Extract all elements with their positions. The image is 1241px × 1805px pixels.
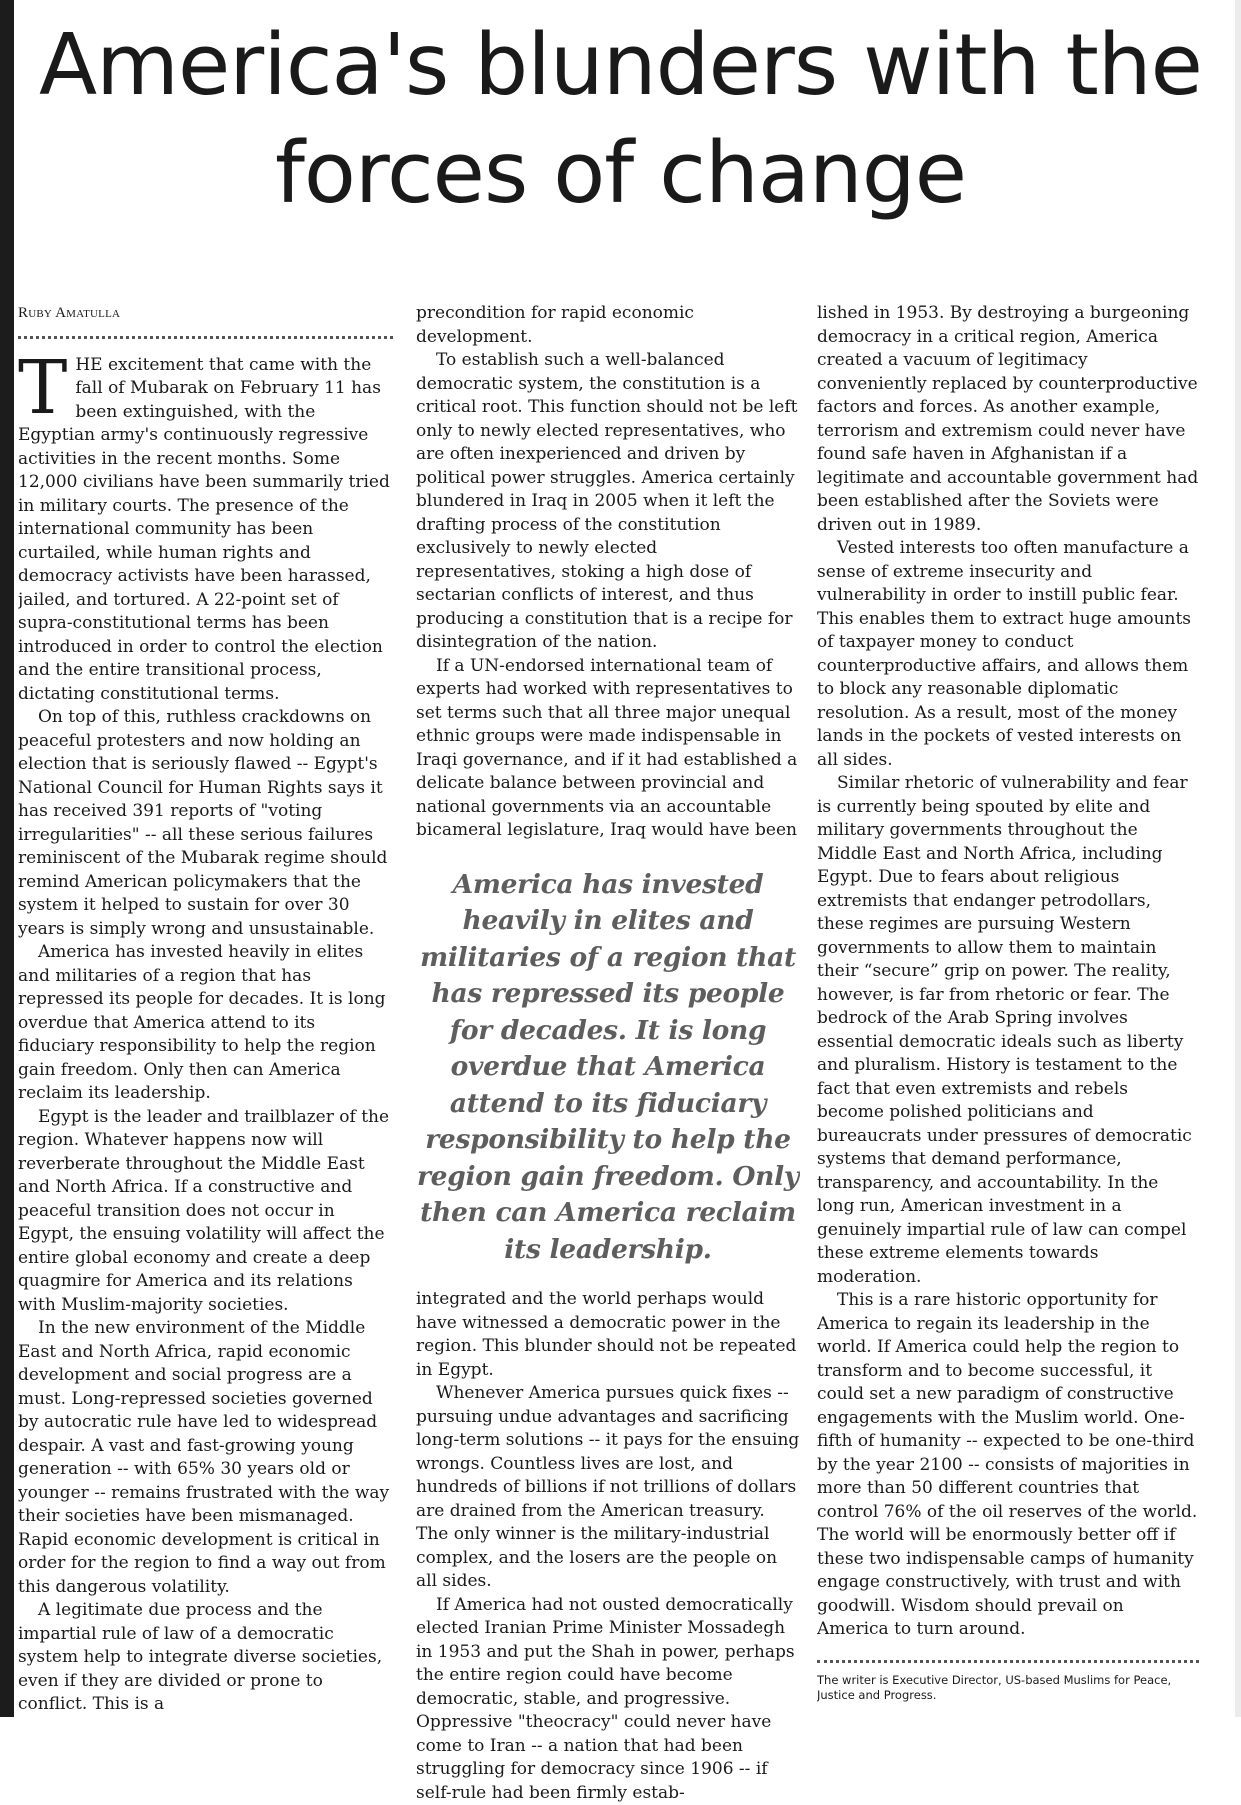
- pull-quote: America has invested heavily in elites and militaries of a region that has repressed its people for decades. It is long overdue that America attend to its fiduciary responsibility to help the region gain freedom. Only then can America reclaim its leadership.: [416, 867, 800, 1269]
- column-2: [416, 302, 800, 1805]
- column-3: [817, 302, 1199, 1703]
- page-edge: [0, 0, 14, 1717]
- end-divider: [817, 1660, 1199, 1663]
- paragraph: In the new environment of the Middle East and North Africa, rapid economic development and social progress are a must. Long-repressed societies governed by autocratic rule have led to widespread despair. A vast and fast-growing young generation -- with 65% 30 years old or younger -- remains frustrated with the way their societies have been mismanaged. Rapid economic development is critical in order for the region to find a way out from this dangerous volatility.: [18, 1317, 393, 1599]
- paragraph: Egypt is the leader and trailblazer of the region. Whatever happens now will reverberate throughout the Middle East and North Africa. If a constructive and peaceful transition does not occur in Egypt, the ensuing volatility will affect the entire global economy and create a deep quagmire for America and its relations with Muslim-majority societies.: [18, 1106, 393, 1318]
- column-1: [18, 302, 393, 1717]
- paragraph: A legitimate due process and the impartial rule of law of a democratic system help to integrate diverse societies, even if they are divided or prone to conflict. This is a: [18, 1599, 393, 1717]
- paragraph-text: HE excitement that came with the fall of Mubarak on February 11 has been extinguished, with the Egyptian army's continuously regressive activities in the recent months. Some 12,000 civilians have been summarily tried in military courts. The presence of the international community has been curtailed, while human rights and democracy activists have been harassed, jailed, and tortured. A 22-point set of supra-constitutional terms has been introduced in order to control the election and the entire transitional process, dictating constitutional terms.: [18, 355, 390, 704]
- paragraph: Whenever America pursues quick fixes -- pursuing undue advantages and sacrificing long-term solutions -- it pays for the ensuing wrongs. Countless lives are lost, and hundreds of billions if not trillions of dollars are drained from the American treasury. The only winner is the military-industrial complex, and the losers are the people on all sides.: [416, 1382, 800, 1594]
- paragraph: lished in 1953. By destroying a burgeoning democracy in a critical region, America created a vacuum of legitimacy conveniently replaced by counterproductive factors and forces. As another example, terrorism and extremism could never have found safe haven in Afghanistan if a legitimate and accountable government had been established after the Soviets were driven out in 1989.: [817, 302, 1199, 537]
- paragraph: precondition for rapid economic development.: [416, 302, 800, 349]
- paragraph: If America had not ousted democratically elected Iranian Prime Minister Mossadegh in 1953 and put the Shah in power, perhaps the entire region could have become democratic, stable, and progressive. Oppressive "theocracy" could never have come to Iran -- a nation that had been struggling for democracy since 1906 -- if self-rule had been firmly estab-: [416, 1594, 800, 1805]
- paragraph: If a UN-endorsed international team of experts had worked with representatives to set terms such that all three major unequal ethnic groups were made indispensable in Iraqi governance, and if it had established a delicate balance between provincial and national governments via an accountable bicameral legislature, Iraq would have been: [416, 655, 800, 843]
- paragraph: On top of this, ruthless crackdowns on peaceful protesters and now holding an election that is seriously flawed -- Egypt's National Council for Human Rights says it has received 391 reports of "voting irregularities" -- all these serious failures reminiscent of the Mubarak regime should remind American policymakers that the system it helped to sustain for over 30 years is simply wrong and unsustainable.: [18, 706, 393, 941]
- byline: Ruby Amatulla: [18, 302, 393, 339]
- headline: America's blunders with the forces of change: [18, 12, 1223, 228]
- paragraph: [18, 354, 393, 707]
- paragraph: Similar rhetoric of vulnerability and fear is currently being spouted by elite and military governments throughout the Middle East and North Africa, including Egypt. Due to fears about religious extremists that endanger petrodollars, these regimes are pursuing Western governments to allow them to maintain their “secure” grip on power. The reality, however, is far from rhetoric or fear. The bedrock of the Arab Spring involves essential democratic ideals such as liberty and pluralism. History is testament to the fact that even extremists and rebels become polished politicians and bureaucrats under pressures of democratic systems that demand performance, transparency, and accountability. In the long run, American investment in a genuinely impartial rule of law can compel these extreme elements towards moderation.: [817, 772, 1199, 1289]
- paragraph: America has invested heavily in elites and militaries of a region that has repressed its people for decades. It is long overdue that America attend to its fiduciary responsibility to help the region gain freedom. Only then can America reclaim its leadership.: [18, 941, 393, 1106]
- paragraph: Vested interests too often manufacture a sense of extreme insecurity and vulnerability in order to instill public fear. This enables them to extract huge amounts of taxpayer money to conduct counterproductive affairs, and allows them to block any reasonable diplomatic resolution. As a result, most of the money lands in the pockets of vested interests on all sides.: [817, 537, 1199, 772]
- paragraph: To establish such a well-balanced democratic system, the constitution is a critical root. This function should not be left only to newly elected representatives, who are often inexperienced and driven by political power struggles. America certainly blundered in Iraq in 2005 when it left the drafting process of the constitution exclusively to newly elected representatives, stoking a high dose of sectarian conflicts of interest, and thus producing a constitution that is a recipe for disintegration of the nation.: [416, 349, 800, 655]
- drop-cap: T: [18, 358, 67, 418]
- author-note: The writer is Executive Director, US-based Muslims for Peace, Justice and Progress.: [817, 1673, 1199, 1703]
- paragraph: integrated and the world perhaps would have witnessed a democratic power in the region. This blunder should not be repeated in Egypt.: [416, 1288, 800, 1382]
- page-edge-right: [1235, 0, 1241, 1717]
- paragraph: This is a rare historic opportunity for America to regain its leadership in the world. If America could help the region to transform and to become successful, it could set a new paradigm of constructive engagements with the Muslim world. One-fifth of humanity -- expected to be one-third by the year 2100 -- consists of majorities in more than 50 different countries that control 76% of the oil reserves of the world. The world will be enormously better off if these two indispensable camps of humanity engage constructively, with trust and with goodwill. Wisdom should prevail on America to turn around.: [817, 1289, 1199, 1642]
